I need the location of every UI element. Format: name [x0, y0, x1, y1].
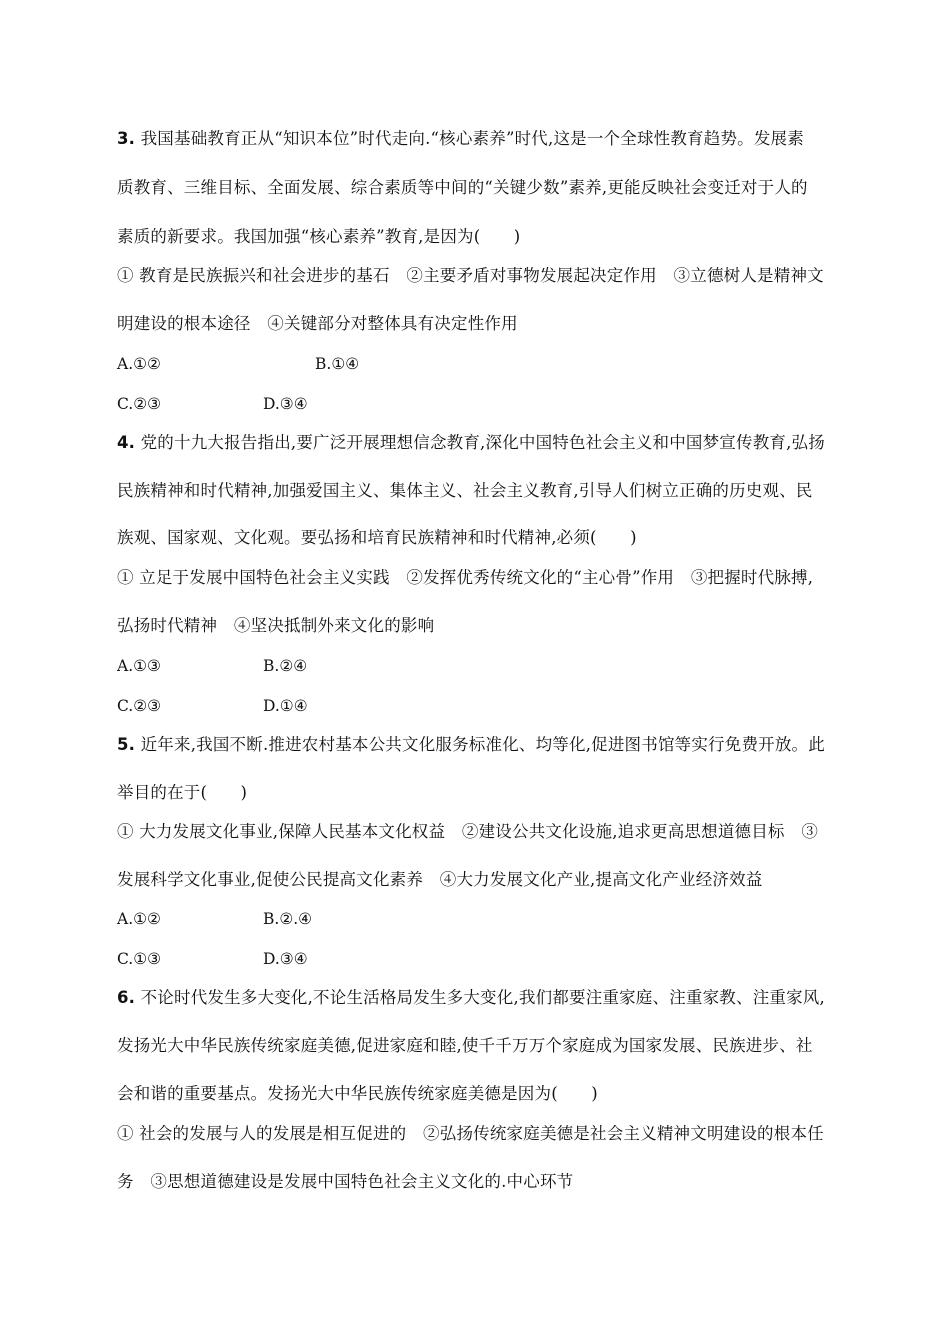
question-5-statements-line-2: 发展科学文化事业,促使公民提高文化素养 ④大力发展文化产业,提高文化产业经济效益: [117, 870, 763, 889]
question-5-option-a: A.①②: [117, 910, 161, 928]
question-5-stem-line-1: 5. 近年来,我国不断.推进农村基本公共文化服务标准化、均等化,促进图书馆等实行免费开放。此: [117, 735, 825, 754]
question-3-statements-line-1: ① 教育是民族振兴和社会进步的基石 ②主要矛盾对事物发展起决定作用 ③立德树人是精神文: [117, 266, 824, 285]
question-number: 3.: [117, 129, 136, 148]
question-5-option-d: D.③④: [263, 950, 308, 968]
question-3-stem-line-3: 素质的新要求。我国加强“核心素养”教育,是因为( ): [117, 227, 521, 246]
question-number: 4.: [117, 433, 136, 452]
question-3-option-a: A.①②: [117, 355, 161, 373]
question-4-statements-line-2: 弘扬时代精神 ④坚决抵制外来文化的影响: [117, 616, 435, 635]
question-4-option-a: A.①③: [117, 657, 161, 675]
question-6-stem-line-2: 发扬光大中华民族传统家庭美德,促进家庭和睦,使千千万万个家庭成为国家发展、民族进步、社: [117, 1036, 813, 1055]
question-4-stem-line-2: 民族精神和时代精神,加强爱国主义、集体主义、社会主义教育,引导人们树立正确的历史观、民: [117, 481, 813, 500]
question-3-option-d: D.③④: [263, 395, 308, 413]
question-3-stem-line-1: 3. 我国基础教育正从“知识本位”时代走向.“核心素养”时代,这是一个全球性教育趋势。发展素: [117, 129, 804, 148]
question-6-statements-line-1: ① 社会的发展与人的发展是相互促进的 ②弘扬传统家庭美德是社会主义精神文明建设的根本任: [117, 1124, 824, 1143]
question-4-stem-line-3: 族观、国家观、文化观。要弘扬和培育民族精神和时代精神,必须( ): [117, 528, 637, 547]
question-5-stem-line-2: 举目的在于( ): [117, 783, 248, 802]
question-6-stem-line-3: 会和谐的重要基点。发扬光大中华民族传统家庭美德是因为( ): [117, 1084, 598, 1103]
question-3-statements-line-2: 明建设的根本途径 ④关键部分对整体具有决定性作用: [117, 314, 518, 333]
question-6-statements-line-2: 务 ③思想道德建设是发展中国特色社会主义文化的.中心环节: [117, 1172, 574, 1191]
question-3-option-c: C.②③: [117, 395, 162, 413]
question-5-option-b: B.②.④: [263, 910, 313, 928]
question-3-stem-line-2: 质教育、三维目标、全面发展、综合素质等中间的“关键少数”素养,更能反映社会变迁对于人的: [117, 178, 808, 197]
question-5-statements-line-1: ① 大力发展文化事业,保障人民基本文化权益 ②建设公共文化设施,追求更高思想道德目标 ③: [117, 822, 819, 841]
question-3-option-b: B.①④: [315, 355, 360, 373]
question-4-option-d: D.①④: [263, 697, 308, 715]
question-5-option-c: C.①③: [117, 950, 162, 968]
question-4-option-b: B.②④: [263, 657, 308, 675]
question-4-option-c: C.②③: [117, 697, 162, 715]
question-4-statements-line-1: ① 立足于发展中国特色社会主义实践 ②发挥优秀传统文化的“主心骨”作用 ③把握时代脉搏,: [117, 568, 814, 587]
question-6-stem-line-1: 6. 不论时代发生多大变化,不论生活格局发生多大变化,我们都要注重家庭、注重家教、注重家风,: [117, 988, 825, 1007]
question-number: 5.: [117, 735, 136, 754]
question-4-stem-line-1: 4. 党的十九大报告指出,要广泛开展理想信念教育,深化中国特色社会主义和中国梦宣传教育,弘扬: [117, 433, 825, 452]
question-number: 6.: [117, 988, 136, 1007]
